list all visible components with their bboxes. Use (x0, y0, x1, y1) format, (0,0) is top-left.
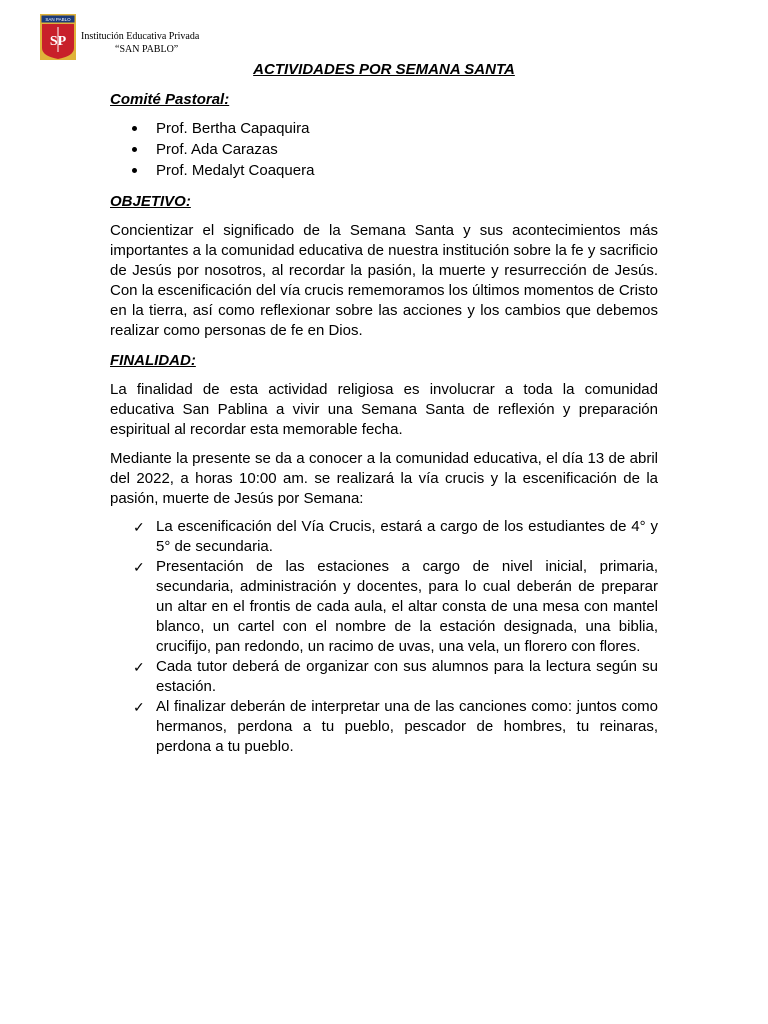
checkmark-icon: ✓ (133, 559, 145, 575)
checklist-text: Presentación de las estaciones a cargo de nivel inicial, primaria, secundaria, administración y docentes, para lo cual deberán de preparar un altar en el frontis de cada aula, el altar consta de una mesa con mantel blanco, un cartel con el nombre de la estación designada, una biblia, crucifijo, pan redondo, un racimo de uvas, una vela, un florero con flores. (156, 558, 658, 655)
institution-type: Institución Educativa Privada (81, 31, 200, 42)
committee-heading: Comité Pastoral: (110, 91, 230, 108)
objective-text: Concientizar el significado de la Semana Santa y sus acontecimientos más importantes a la comunidad educativa de nuestra institución sobre la fe y sacrificio de Jesús por nosotros, al recordar la pasión, la muerte y resurrección de Jesús. Con la escenificación del vía crucis rememoramos los últimos momentos de Cristo en la tierra, así como reflexionar sobre las acciones y los cambios que debemos realizar como personas de fe en Dios. (110, 222, 658, 339)
list-item (110, 657, 658, 697)
document-body (110, 90, 658, 757)
list-item (110, 517, 658, 557)
checklist-text: La escenificación del Vía Crucis, estará a cargo de los estudiantes de 4° y 5° de secundaria. (156, 518, 658, 555)
logo-caption: SAN PABLO (45, 17, 71, 22)
list-item (110, 139, 658, 160)
checkmark-icon: ✓ (133, 699, 145, 715)
bullet-icon (132, 126, 137, 131)
objective-heading: OBJETIVO: (110, 193, 191, 210)
list-item (110, 118, 658, 139)
checkmark-icon: ✓ (133, 519, 145, 535)
list-item (110, 697, 658, 757)
announcement-text: Mediante la presente se da a conocer a la comunidad educativa, el día 13 de abril del 2022, a horas 10:00 am. se realizará la vía crucis y la escenificación de la pasión, muerte de Jesús por Semana: (110, 450, 658, 507)
logo-initials: SP (49, 34, 67, 49)
institution-title: “SAN PABLO” (115, 44, 179, 55)
school-logo (40, 14, 76, 60)
checklist-text: Al finalizar deberán de interpretar una de las canciones como: juntos como hermanos, perdona a tu pueblo, pescador de hombres, tu reinaras, perdona a tu pueblo. (156, 698, 658, 755)
bullet-icon (132, 147, 137, 152)
activity-checklist (110, 517, 658, 757)
committee-member: Prof. Bertha Capaquira (156, 120, 310, 137)
purpose-text: La finalidad de esta actividad religiosa es involucrar a toda la comunidad educativa San Pablina a vivir una Semana Santa de reflexión y preparación espiritual al recordar esta memorable fecha. (110, 381, 658, 438)
institution-name (81, 30, 199, 56)
committee-member: Prof. Ada Carazas (156, 141, 278, 158)
checkmark-icon: ✓ (133, 659, 145, 675)
checklist-text: Cada tutor deberá de organizar con sus alumnos para la lectura según su estación. (156, 658, 658, 695)
list-item (110, 557, 658, 657)
committee-member: Prof. Medalyt Coaquera (156, 162, 315, 179)
purpose-heading: FINALIDAD: (110, 352, 196, 369)
document-title: ACTIVIDADES POR SEMANA SANTA (253, 61, 515, 78)
list-item (110, 160, 658, 181)
committee-list (110, 118, 658, 181)
bullet-icon (132, 168, 137, 173)
